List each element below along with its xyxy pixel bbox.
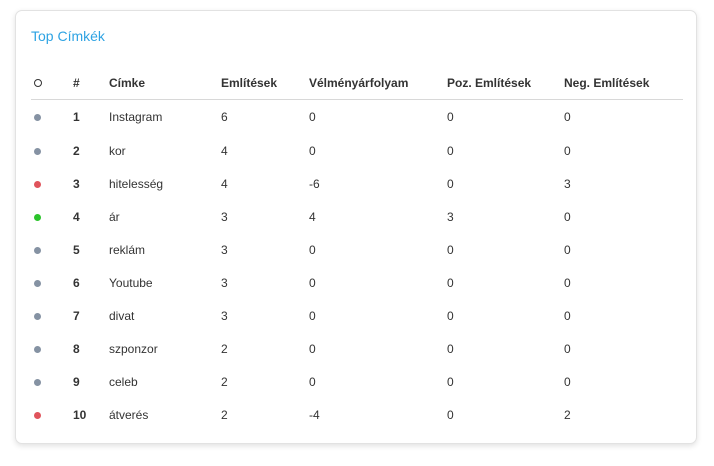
rank-cell: 8 [73, 341, 80, 356]
status-dot-icon [34, 280, 41, 287]
pos-mentions-cell: 0 [447, 407, 454, 422]
neg-mentions-cell: 2 [564, 407, 571, 422]
pos-mentions-cell: 0 [447, 374, 454, 389]
table-row[interactable] [31, 100, 683, 135]
rank-cell: 2 [73, 143, 80, 158]
sentiment-cell: 0 [309, 110, 316, 124]
sentiment-cell: -6 [309, 176, 320, 191]
header-neg-mentions[interactable]: Neg. Említések [564, 66, 683, 100]
top-tags-table [31, 66, 683, 431]
status-cell [31, 332, 73, 365]
rank-cell: 5 [73, 242, 80, 257]
mentions-cell: 4 [221, 143, 228, 158]
table-row[interactable] [31, 167, 683, 200]
tag-cell: reklám [109, 242, 146, 257]
table-row[interactable] [31, 365, 683, 398]
neg-mentions-cell: 0 [564, 110, 571, 124]
circle-outline-icon[interactable] [34, 79, 42, 87]
sentiment-cell: 0 [309, 374, 316, 389]
status-cell [31, 299, 73, 332]
tag-cell: szponzor [109, 341, 158, 356]
tag-cell: hitelesség [109, 176, 164, 191]
status-dot-icon [34, 346, 41, 353]
neg-mentions-cell: 0 [564, 308, 571, 323]
tag-cell: celeb [109, 374, 138, 389]
rank-cell: 4 [73, 209, 80, 224]
status-dot-icon [34, 412, 41, 419]
sentiment-cell: 0 [309, 341, 316, 356]
neg-mentions-cell: 0 [564, 143, 571, 158]
neg-mentions-cell: 0 [564, 242, 571, 257]
tag-cell: ár [109, 209, 120, 224]
pos-mentions-cell: 0 [447, 242, 454, 257]
header-select[interactable] [31, 66, 73, 100]
header-mentions[interactable]: Említések [221, 66, 309, 100]
pos-mentions-cell: 0 [447, 110, 454, 124]
tag-cell: Instagram [109, 110, 163, 124]
neg-mentions-cell: 0 [564, 374, 571, 389]
tag-cell: Youtube [109, 275, 153, 290]
table-header [31, 66, 683, 100]
pos-mentions-cell: 3 [447, 209, 454, 224]
header-pos-mentions[interactable]: Poz. Említések [447, 66, 564, 100]
neg-mentions-cell: 0 [564, 209, 571, 224]
table-row[interactable] [31, 134, 683, 167]
status-dot-icon [34, 313, 41, 320]
sentiment-cell: -4 [309, 407, 320, 422]
header-rank[interactable]: # [73, 66, 109, 100]
status-cell [31, 365, 73, 398]
mentions-cell: 3 [221, 308, 228, 323]
table-body [31, 100, 683, 432]
status-dot-icon [34, 148, 41, 155]
neg-mentions-cell: 0 [564, 341, 571, 356]
neg-mentions-cell: 0 [564, 275, 571, 290]
pos-mentions-cell: 0 [447, 275, 454, 290]
mentions-cell: 3 [221, 275, 228, 290]
top-tags-card [15, 10, 697, 444]
mentions-cell: 2 [221, 341, 228, 356]
table-header-row [31, 66, 683, 100]
sentiment-cell: 0 [309, 275, 316, 290]
pos-mentions-cell: 0 [447, 341, 454, 356]
tag-cell: kor [109, 143, 126, 158]
rank-cell: 6 [73, 275, 80, 290]
rank-cell: 9 [73, 374, 80, 389]
mentions-cell: 3 [221, 242, 228, 257]
status-dot-icon [34, 247, 41, 254]
mentions-cell: 4 [221, 176, 228, 191]
rank-cell: 1 [73, 110, 80, 124]
sentiment-cell: 0 [309, 242, 316, 257]
table-row[interactable] [31, 398, 683, 431]
pos-mentions-cell: 0 [447, 308, 454, 323]
tag-cell: divat [109, 308, 135, 323]
neg-mentions-cell: 3 [564, 176, 571, 191]
header-sentiment[interactable]: Vélményárfolyam [309, 66, 447, 100]
rank-cell: 10 [73, 407, 87, 422]
status-cell [31, 266, 73, 299]
table-row[interactable] [31, 266, 683, 299]
card-title-link[interactable]: Top Címkék [31, 28, 105, 44]
sentiment-cell: 0 [309, 143, 316, 158]
status-dot-icon [34, 214, 41, 221]
status-cell [31, 398, 73, 431]
header-tag[interactable]: Címke [109, 66, 221, 100]
mentions-cell: 2 [221, 374, 228, 389]
table-row[interactable] [31, 200, 683, 233]
mentions-cell: 3 [221, 209, 228, 224]
table-row[interactable] [31, 332, 683, 365]
rank-cell: 7 [73, 308, 80, 323]
table-row[interactable] [31, 299, 683, 332]
pos-mentions-cell: 0 [447, 143, 454, 158]
rank-cell: 3 [73, 176, 80, 191]
pos-mentions-cell: 0 [447, 176, 454, 191]
tag-cell: átverés [109, 407, 149, 422]
status-cell [31, 100, 73, 135]
status-dot-icon [34, 114, 41, 121]
mentions-cell: 6 [221, 110, 228, 124]
status-cell [31, 134, 73, 167]
status-cell [31, 200, 73, 233]
status-cell [31, 233, 73, 266]
status-dot-icon [34, 379, 41, 386]
sentiment-cell: 4 [309, 209, 316, 224]
mentions-cell: 2 [221, 407, 228, 422]
sentiment-cell: 0 [309, 308, 316, 323]
status-dot-icon [34, 181, 41, 188]
table-row[interactable] [31, 233, 683, 266]
status-cell [31, 167, 73, 200]
